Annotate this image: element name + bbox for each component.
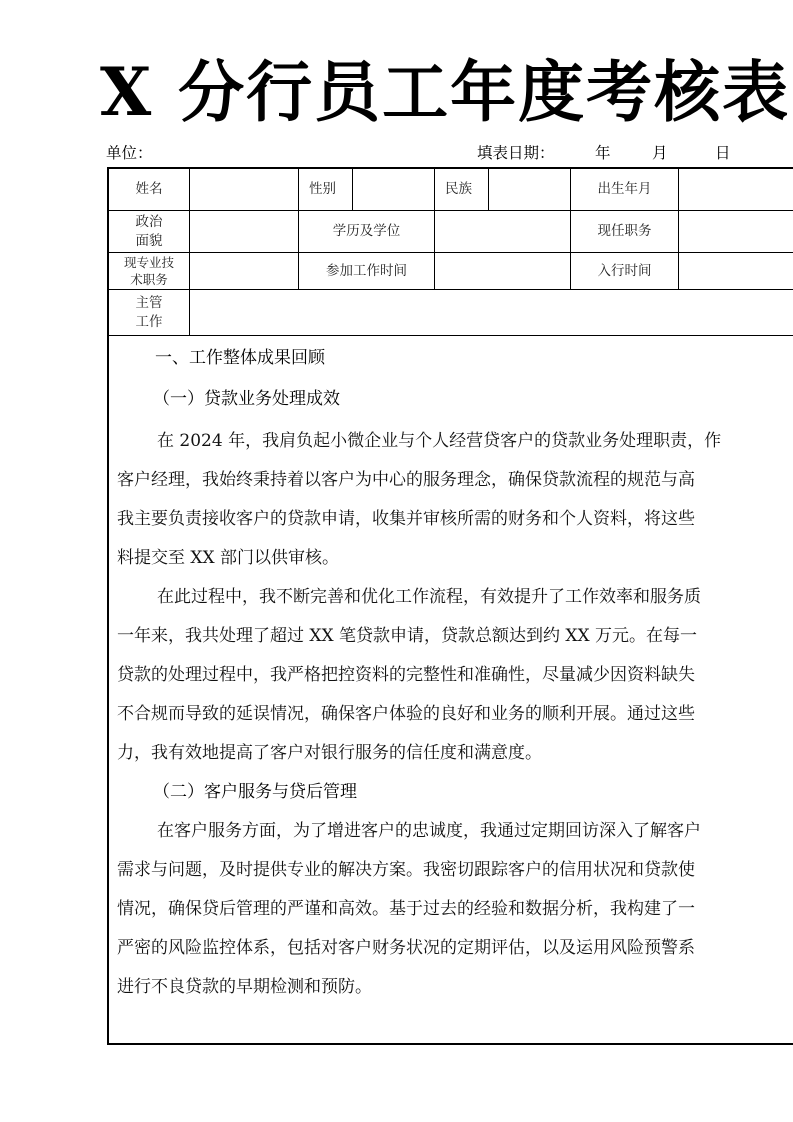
political-status-field[interactable] [190, 211, 298, 252]
professional-title-label [109, 253, 189, 289]
bank-join-date-label: 入行时间 [597, 262, 652, 279]
paragraph-line: 需求与问题，及时提供专业的解决方案。我密切跟踪客户的信用状况和贷款使 [117, 860, 695, 880]
work-start-date-field[interactable] [435, 253, 570, 289]
current-position-label: 现任职务 [597, 223, 652, 239]
main-duty-field[interactable] [190, 290, 793, 335]
date-year: 年 [595, 144, 611, 162]
current-position-field[interactable] [679, 211, 793, 252]
date-month: 月 [652, 144, 668, 162]
paragraph-line: 客户经理，我始终秉持着以客户为中心的服务理念，确保贷款流程的规范与高 [117, 470, 695, 490]
education-label: 学历及学位 [332, 223, 401, 239]
subsection-heading: （二）客户服务与贷后管理 [153, 782, 357, 802]
fill-date-label: 填表日期： [477, 144, 555, 162]
name-label: 姓名 [135, 181, 163, 197]
section-heading: 一、工作整体成果回顾 [155, 348, 325, 368]
paragraph-line: 在此过程中，我不断完善和优化工作流程，有效提升了工作效率和服务质 [157, 587, 701, 607]
professional-title-label-line1: 现专业技 [123, 255, 174, 270]
paragraph-line: 不合规而导致的延误情况，确保客户体验的良好和业务的顺利开展。通过这些 [117, 704, 695, 724]
paragraph-line: 料提交至 XX 部门以供审核。 [117, 548, 340, 568]
paragraph-line: 情况，确保贷后管理的严谨和高效。基于过去的经验和数据分析，我构建了一 [117, 899, 695, 919]
work-start-date-label: 参加工作时间 [326, 262, 407, 279]
subsection-heading: （一）贷款业务处理成效 [153, 389, 340, 409]
paragraph-line: 力，我有效地提高了客户对银行服务的信任度和满意度。 [117, 743, 542, 763]
gender-field[interactable] [353, 169, 434, 210]
paragraph-line: 我主要负责接收客户的贷款申请，收集并审核所需的财务和个人资料，将这些 [117, 509, 695, 529]
paragraph-line: 在客户服务方面，为了增进客户的忠诚度，我通过定期回访深入了解客户 [157, 821, 701, 841]
professional-title-field[interactable] [190, 253, 298, 289]
paragraph-line: 一年来，我共处理了超过 XX 笔贷款申请，贷款总额达到约 XX 万元。在每一 [117, 626, 698, 646]
fill-date [477, 142, 731, 164]
main-duty-label-line2: 工作 [135, 313, 163, 330]
name-field[interactable] [190, 169, 298, 210]
education-field[interactable] [435, 211, 570, 252]
paragraph-line: 在 2024 年，我肩负起小微企业与个人经营贷客户的贷款业务处理职责，作 [157, 431, 722, 451]
date-day: 日 [715, 144, 731, 162]
ethnicity-label: 民族 [445, 181, 472, 197]
bank-join-date-field[interactable] [679, 253, 793, 289]
paragraph-line: 贷款的处理过程中，我严格把控资料的完整性和准确性，尽量减少因资料缺失 [117, 665, 695, 685]
unit-label: 单位： [106, 144, 153, 162]
political-status-label-line2: 面貌 [135, 232, 163, 249]
paragraph-line: 严密的风险监控体系，包括对客户财务状况的定期评估，以及运用风险预警系 [117, 938, 695, 958]
main-duty-label-line1: 主管 [135, 294, 163, 311]
row-divider [109, 335, 793, 336]
gender-label: 性别 [309, 181, 336, 197]
birth-date-field[interactable] [679, 169, 793, 210]
main-duty-label [109, 290, 189, 335]
political-status-label [109, 211, 189, 252]
political-status-label-line1: 政治 [135, 213, 163, 230]
page-title: X 分行员工年度考核表 [100, 53, 791, 131]
paragraph-line: 进行不良贷款的早期检测和预防。 [117, 977, 372, 997]
professional-title-label-line2: 术职务 [130, 272, 168, 287]
appraisal-table [107, 167, 793, 1045]
birth-date-label: 出生年月 [597, 181, 652, 197]
ethnicity-field[interactable] [489, 169, 570, 210]
